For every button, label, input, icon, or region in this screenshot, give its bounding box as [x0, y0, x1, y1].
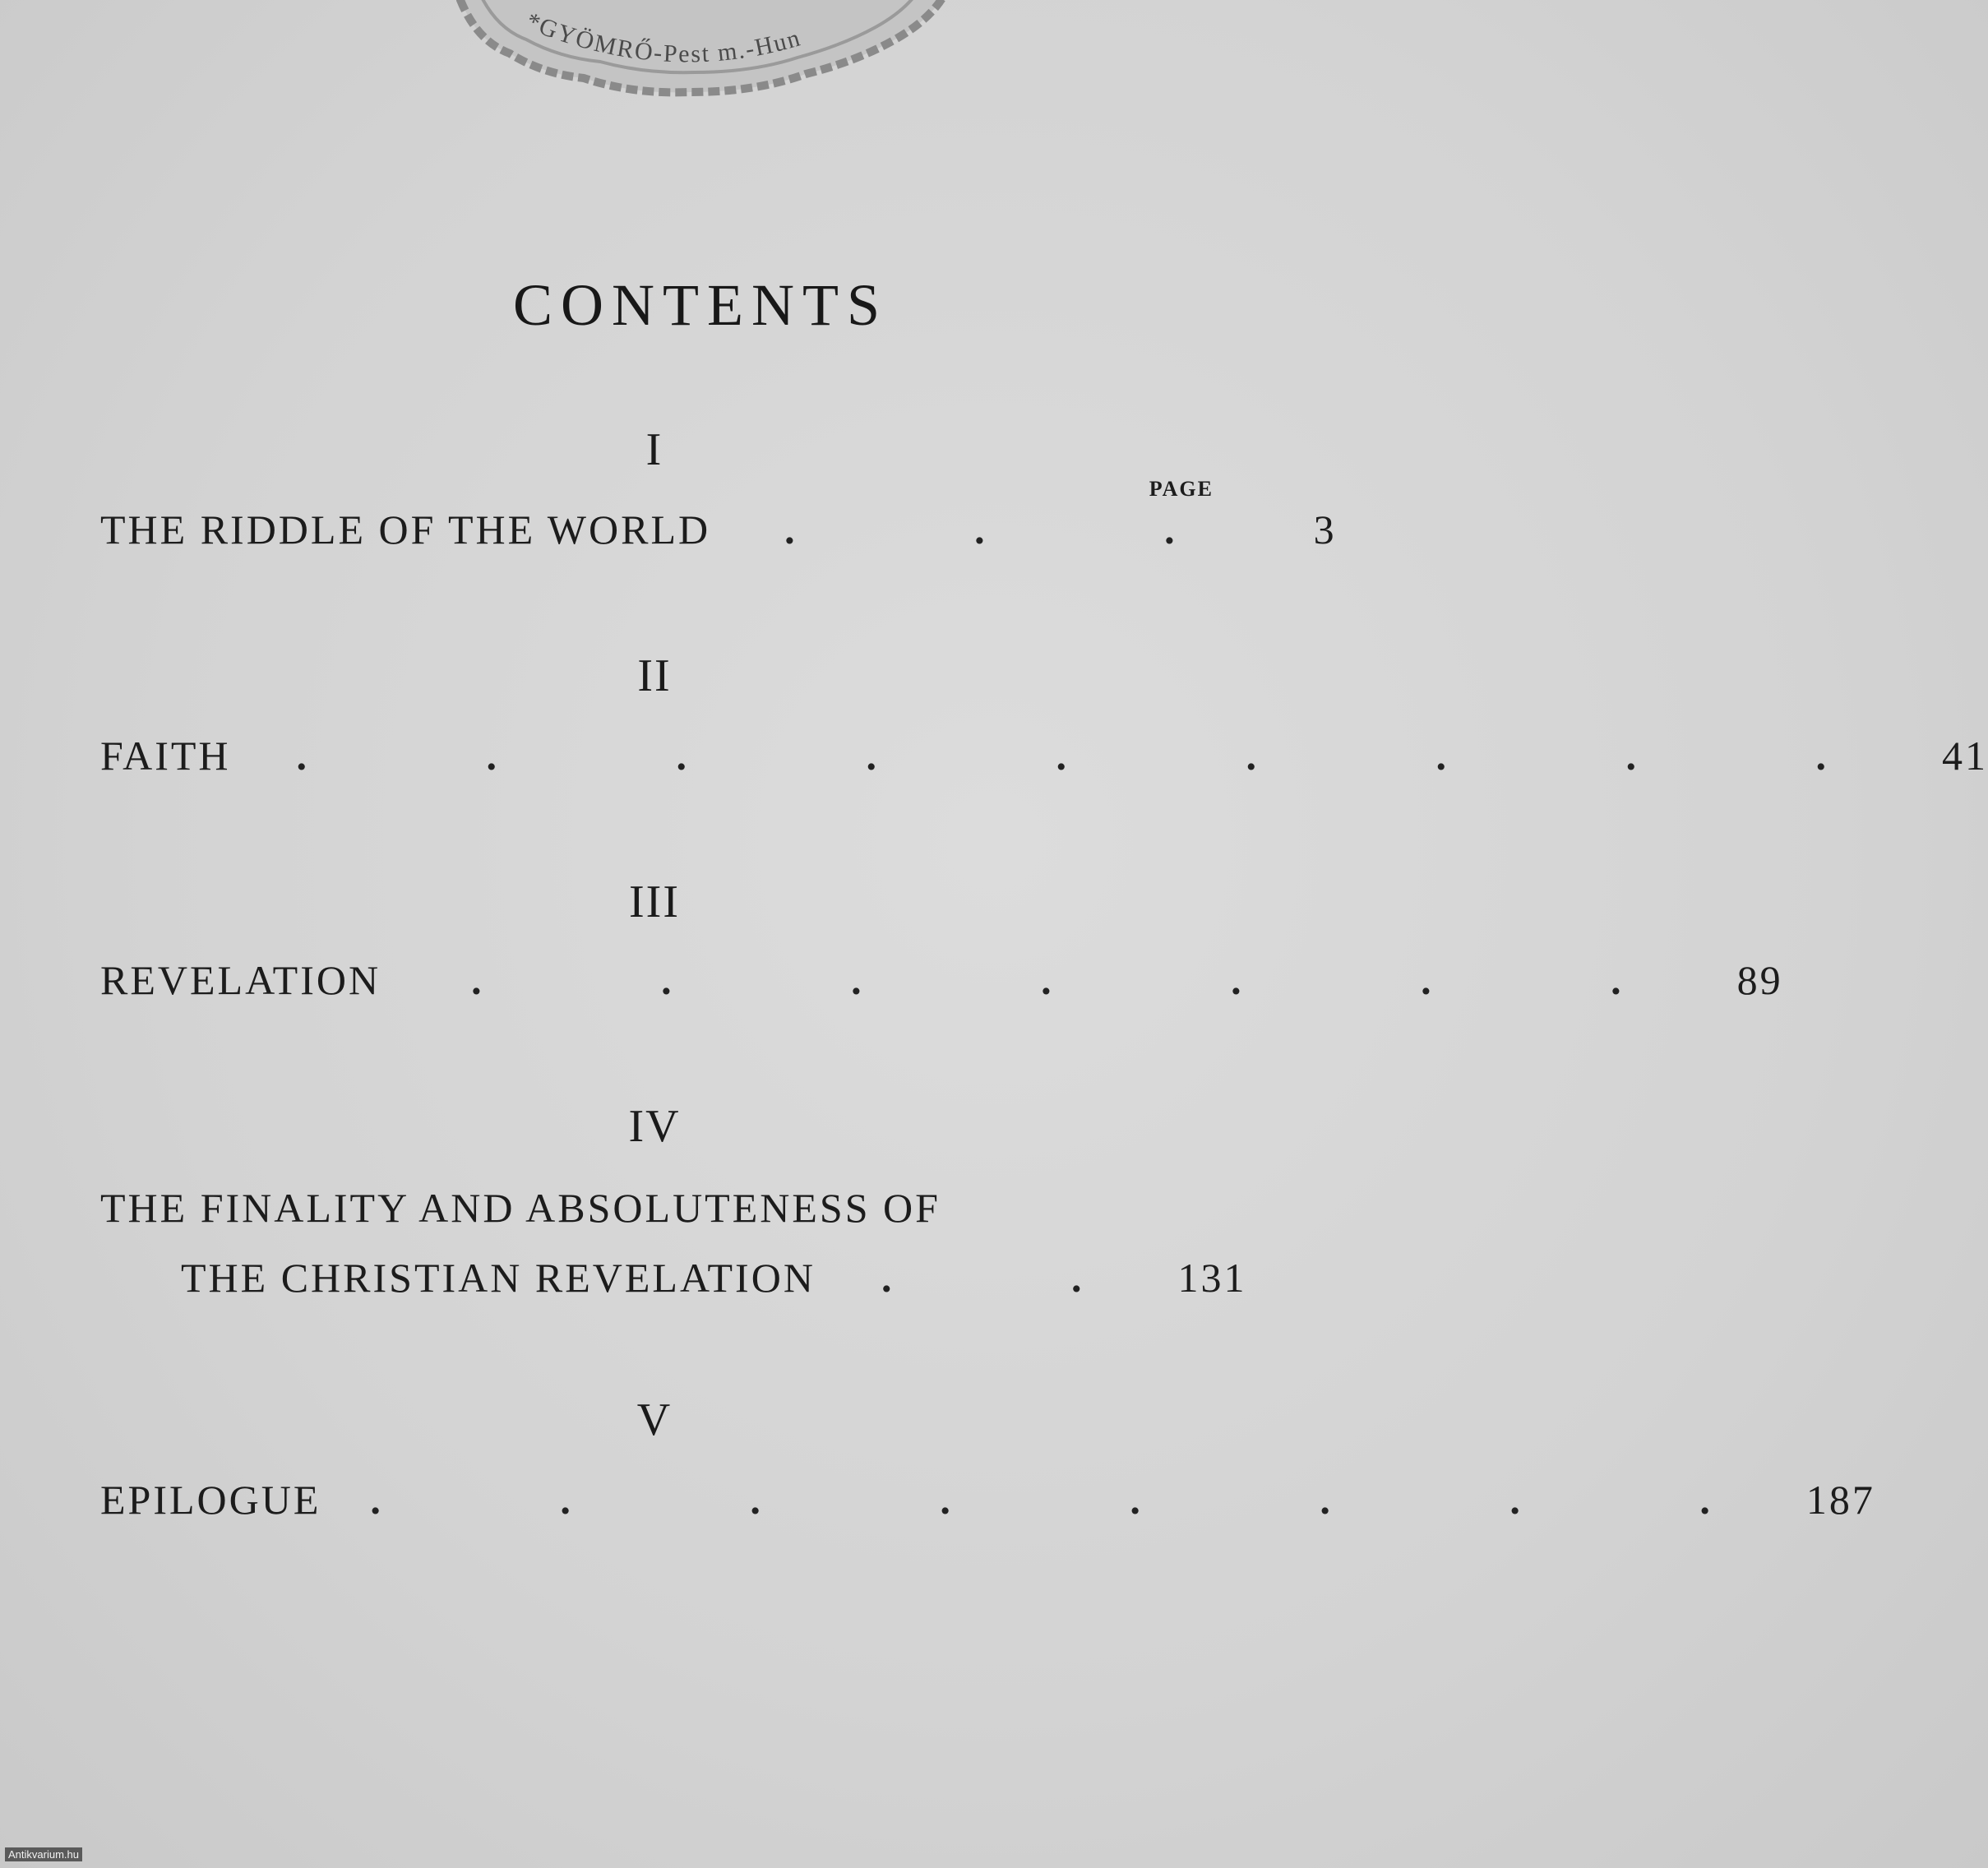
toc-entry[interactable] [181, 1254, 1247, 1302]
dot-leader: . . [881, 1255, 1167, 1301]
toc-entry-title: THE RIDDLE OF THE WORLD [100, 506, 711, 553]
toc-entry-title: FAITH [100, 733, 231, 779]
watermark: Antikvarium.hu [5, 1847, 82, 1861]
dot-leader: . . . . . . . [471, 957, 1706, 1003]
stamp-text: *GYÖMRŐ-Pest m.-Hun [522, 7, 805, 68]
toc-entry-title-line2: THE CHRISTIAN REVELATION [181, 1255, 816, 1301]
toc-entry[interactable] [100, 732, 1988, 779]
toc-entry[interactable] [100, 1476, 1875, 1524]
dot-leader: . . . . . . . . . [296, 733, 1912, 779]
toc-entry-title: EPILOGUE [100, 1477, 321, 1523]
section-numeral: V [636, 1394, 673, 1445]
dot-leader: . . . . . . . . [370, 1477, 1795, 1523]
toc-entry[interactable] [100, 506, 1337, 553]
section-numeral: I [645, 424, 663, 475]
section-numeral: IV [628, 1101, 681, 1152]
toc-entry-page: 41 [1942, 733, 1988, 779]
toc-entry-page: 3 [1313, 506, 1337, 553]
section-numeral: III [629, 876, 680, 927]
toc-entry-page: 131 [1177, 1255, 1247, 1301]
page-title: CONTENTS [513, 272, 888, 338]
toc-entry-page: 187 [1805, 1477, 1875, 1523]
page-column-label: PAGE [1149, 477, 1214, 501]
toc-entry-title: REVELATION [100, 957, 381, 1003]
toc-entry-title-line1[interactable]: THE FINALITY AND ABSOLUTENESS OF [100, 1185, 941, 1231]
section-numeral: II [637, 650, 672, 701]
toc-entry-page: 89 [1736, 957, 1783, 1003]
library-stamp [444, 0, 962, 107]
toc-entry[interactable] [100, 956, 1783, 1004]
dot-leader: . . . [784, 506, 1260, 553]
